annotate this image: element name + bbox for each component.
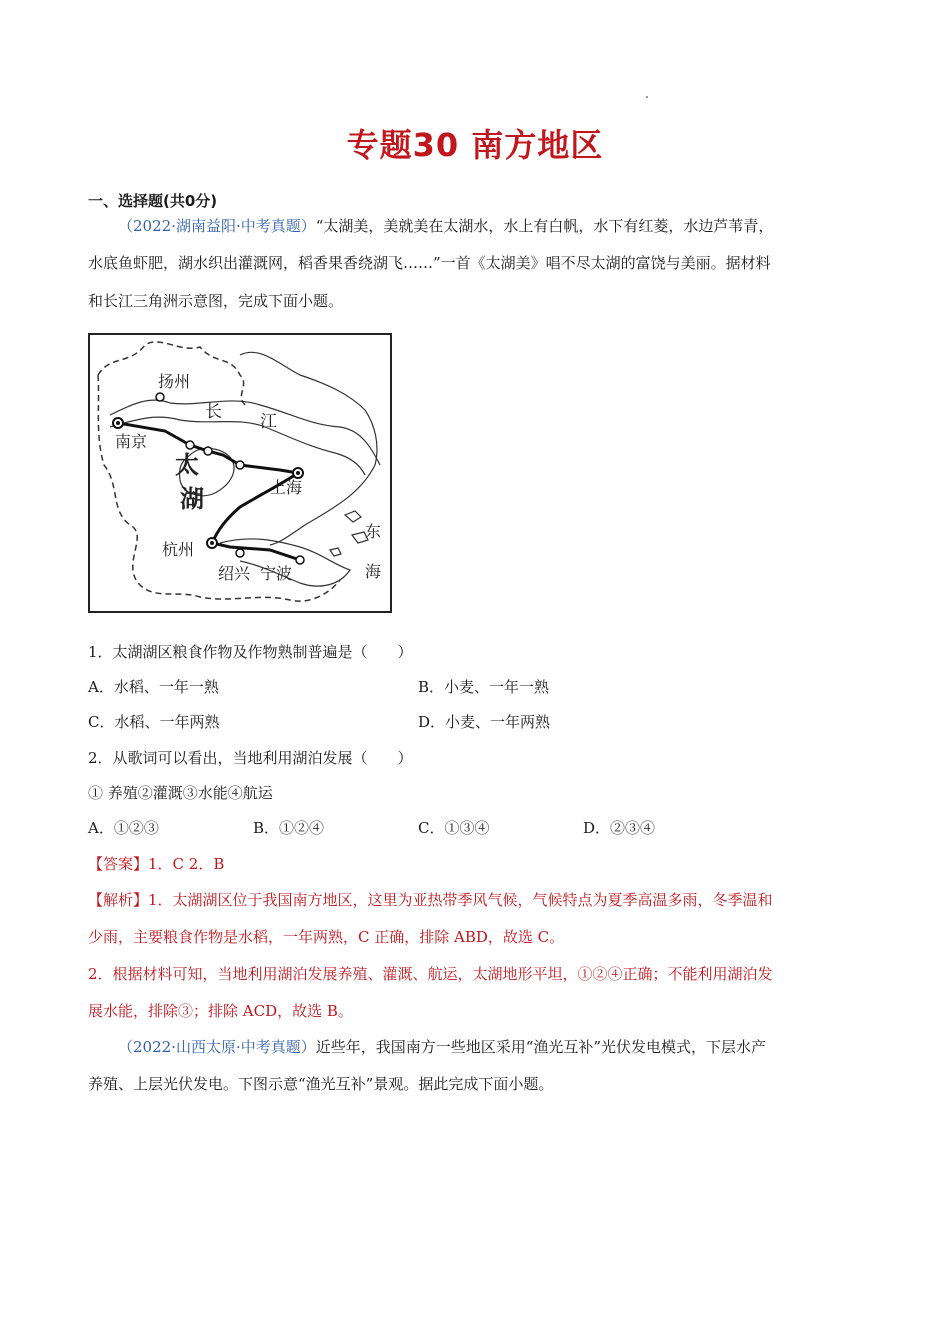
analysis-1-line-1: 【解析】1．太湖湖区位于我国南方地区，这里为亚热带季风气候，气候特点为夏季高温多雨，冬季温和: [88, 891, 773, 909]
label-dong: 东: [365, 522, 382, 541]
intro2-text-1: 近些年，我国南方一些地区采用“渔光互补”光伏发电模式，下层水产: [315, 1038, 767, 1056]
q1-option-a: A．水稻、一年一熟: [88, 678, 219, 696]
yangzhou-marker: [156, 393, 164, 401]
label-tai: 太: [175, 450, 199, 479]
town-marker-3: [236, 461, 244, 469]
source-tag: （2022·湖南益阳·中考真题）: [118, 217, 316, 235]
label-yangzhou: 扬州: [158, 372, 191, 391]
intro-text-1: “太湖美，美就美在太湖水，水上有白帆，水下有红菱，水边芦苇青，: [315, 217, 774, 235]
town-marker-1: [186, 441, 194, 449]
q2-option-d: D．②③④: [583, 819, 656, 837]
label-ningbo: 宁波: [260, 564, 293, 583]
intro-line-1: [118, 214, 773, 238]
q2-option-c: C．①③④: [418, 819, 490, 837]
analysis-2-line-2: 展水能，排除③；排除 ACD，故选 B。: [88, 1002, 353, 1020]
label-hangzhou: 杭州: [162, 540, 195, 559]
section-heading: 一、选择题(共0分): [88, 192, 218, 210]
ningbo-marker: [296, 556, 304, 564]
map-drawing: [90, 335, 390, 611]
q2-option-a: A．①②③: [88, 819, 159, 837]
analysis-2-line-1: 2．根据材料可知，当地利用湖泊发展养殖、灌溉、航运，太湖地形平坦，①②④正确；不能利用湖泊发: [88, 965, 773, 983]
intro2-line-1: [118, 1035, 766, 1059]
label-shanghai: 上海: [270, 478, 303, 497]
analysis-1-line-2: 少雨，主要粮食作物是水稻，一年两熟，C 正确，排除 ABD，故选 C。: [88, 928, 565, 946]
q1-option-c: C．水稻、一年两熟: [88, 713, 220, 731]
shaoxing-marker: [236, 549, 244, 557]
label-nanjing: 南京: [115, 432, 148, 451]
label-shaoxing: 绍兴: [218, 564, 251, 583]
q2-stem: 2．从歌词可以看出，当地利用湖泊发展（ ）: [88, 749, 413, 767]
label-hu: 湖: [180, 484, 204, 513]
q2-items: ① 养殖②灌溉③水能④航运: [88, 784, 273, 802]
source-tag-2: （2022·山西太原·中考真题）: [118, 1038, 316, 1056]
river-north-bank: [110, 400, 380, 465]
intro-line-2: 水底鱼虾肥，湖水织出灌溉网，稻香果香绕湖飞……”一首《太湖美》唱不尽太湖的富饶与美丽。据材料: [88, 254, 771, 272]
q2-option-b: B．①②④: [253, 819, 325, 837]
page-title: 专题30 南方地区: [346, 126, 604, 164]
islands: [330, 511, 368, 556]
coastline: [240, 352, 377, 545]
answer-line: 【答案】1．C 2．B: [88, 855, 225, 873]
label-chang: 长: [205, 402, 222, 422]
q1-option-d: D．小麦、一年两熟: [418, 713, 551, 731]
label-jiang: 江: [260, 412, 277, 432]
q1-stem: 1．太湖湖区粮食作物及作物熟制普遍是（ ）: [88, 643, 413, 661]
label-hai: 海: [365, 562, 382, 581]
scan-dot: [646, 96, 648, 98]
yangtze-delta-map: [88, 333, 392, 613]
intro-line-3: 和长江三角洲示意图，完成下面小题。: [88, 292, 344, 310]
town-marker-2: [204, 447, 212, 455]
q1-option-b: B．小麦、一年一熟: [418, 678, 550, 696]
intro2-line-2: 养殖、上层光伏发电。下图示意“渔光互补”景观。据此完成下面小题。: [88, 1075, 554, 1093]
